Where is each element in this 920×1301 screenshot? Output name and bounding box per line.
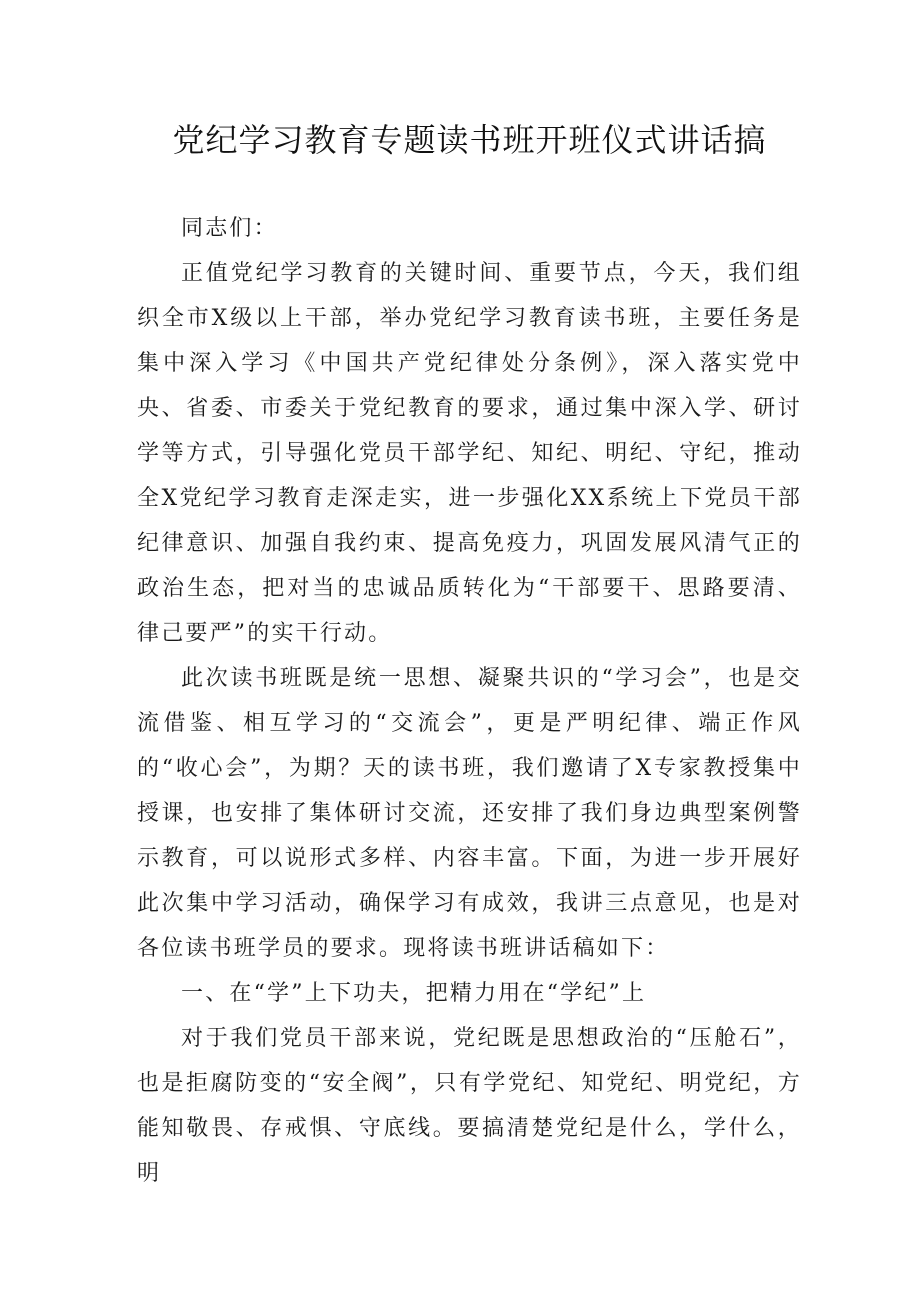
document-title: 党纪学习教育专题读书班开班仪式讲话搞 (172, 121, 767, 159)
paragraph-reading-class: 此次读书班既是统一思想、凝聚共识的“学习会”，也是交流借鉴、相互学习的“交流会”，更是严明纪律、端正作风的“收心会”，为期？天的读书班，我们邀请了X专家教授集中授课，也安排了集体研讨交流，还安排了我们身边典型案例警示教育，可以说形式多样、内容丰富。下面，为进一步开展好此次集中学习活动，确保学习有成效，我讲三点意见，也是对各位读书班学员的要求。现将读书班讲话稿如下： (137, 666, 802, 961)
paragraph-section-1: 对于我们党员干部来说，党纪既是思想政治的“压舱石”，也是拒腐防变的“安全阀”，只有学党纪、知党纪、明党纪，方能知敬畏、存戒惧、守底线。要搞清楚党纪是什么，学什么，明 (137, 1026, 802, 1186)
section-heading-1: 一、在“学”上下功夫，把精力用在“学纪”上 (181, 981, 647, 1006)
document-body (137, 206, 802, 1196)
paragraph-opening: 正值党纪学习教育的关键时间、重要节点，今天，我们组织全市X级以上干部，举办党纪学习教育读书班，主要任务是集中深入学习《中国共产党纪律处分条例》，深入落实党中央、省委、市委关于党纪教育的要求，通过集中深入学、研讨学等方式，引导强化党员干部学纪、知纪、明纪、守纪，推动全X党纪学习教育走深走实，进一步强化XX系统上下党员干部纪律意识、加强自我约束、提高免疫力，巩固发展风清气正的政治生态，把对当的忠诚品质转化为“干部要干、思路要清、律己要严”的实干行动。 (137, 261, 802, 646)
salutation: 同志们： (181, 216, 278, 241)
